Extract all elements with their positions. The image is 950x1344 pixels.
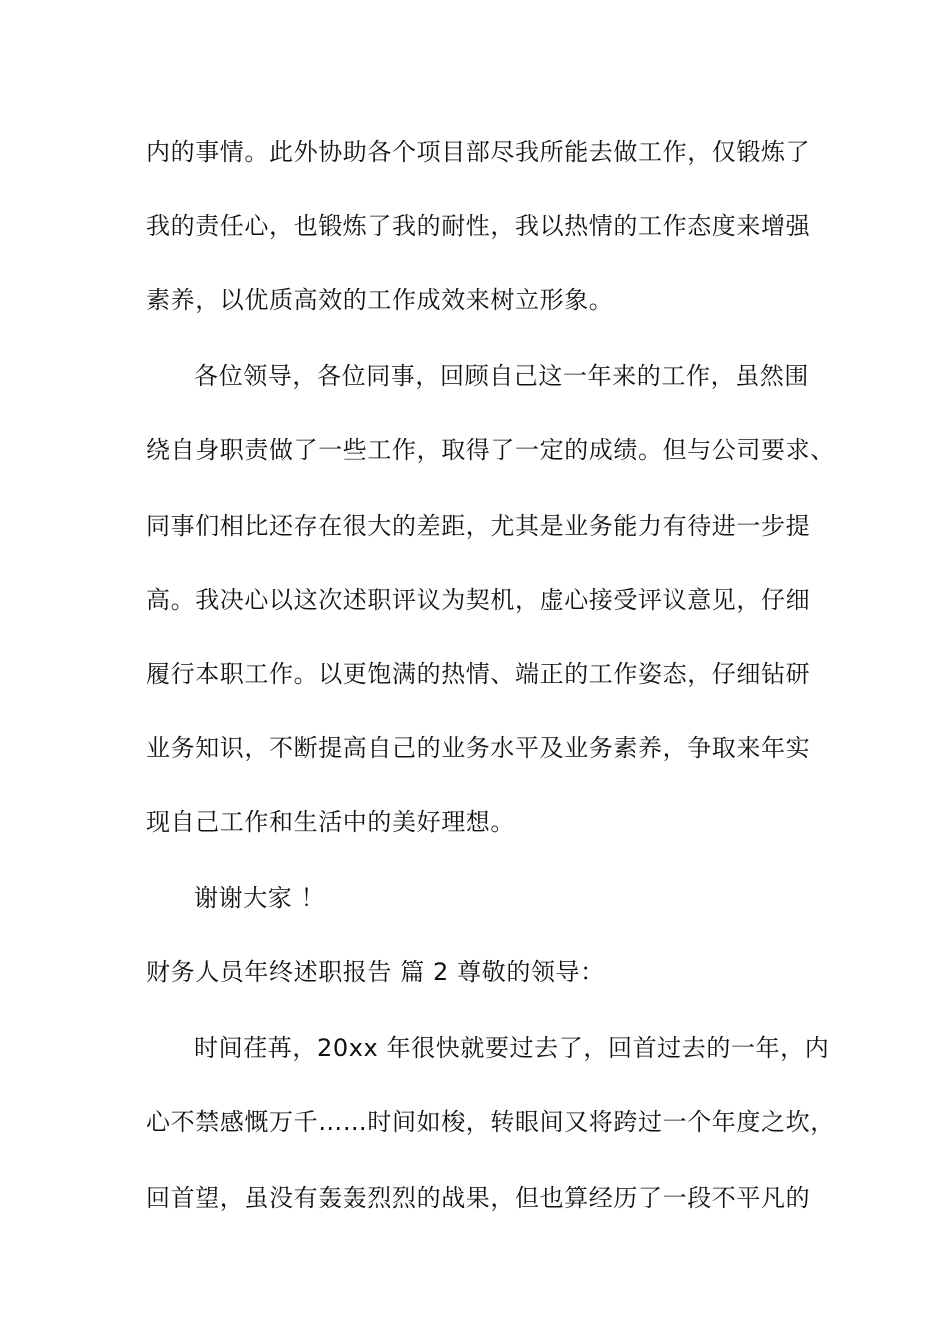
thanks-line: 谢谢大家 ！ (194, 884, 326, 912)
body-text-line: 同事们相比还存在很大的差距，尤其是业务能力有待进一步提 (146, 512, 811, 540)
body-text-line: 履行本职工作。以更饱满的热情、端正的工作姿态，仔细钻研 (146, 660, 811, 688)
body-text-line: 回首望，虽没有轰轰烈烈的战果，但也算经历了一段不平凡的 (146, 1184, 811, 1212)
body-text-line: 心不禁感慨万千……时间如梭，转眼间又将跨过一个年度之坎， (146, 1108, 835, 1136)
body-text-line: 现自己工作和生活中的美好理想。 (146, 808, 515, 836)
body-text-line: 业务知识，不断提高自己的业务水平及业务素养，争取来年实 (146, 734, 811, 762)
body-text-line: 绕自身职责做了一些工作，取得了一定的成绩。但与公司要求、 (146, 436, 835, 464)
body-text-line: 我的责任心，也锻炼了我的耐性，我以热情的工作态度来增强 (146, 212, 811, 240)
paragraph-start-line: 时间荏苒，20xx 年很快就要过去了，回首过去的一年，内 (194, 1034, 830, 1062)
body-text-line: 高。我决心以这次述职评议为契机，虚心接受评议意见，仔细 (146, 586, 811, 614)
paragraph-start-line: 各位领导，各位同事，回顾自己这一年来的工作，虽然围 (194, 362, 809, 390)
body-text-line: 内的事情。此外协助各个项目部尽我所能去做工作，仅锻炼了 (146, 138, 811, 166)
section-heading: 财务人员年终述职报告 篇 2 尊敬的领导： (146, 958, 605, 986)
body-text-line: 素养，以优质高效的工作成效来树立形象。 (146, 286, 614, 314)
